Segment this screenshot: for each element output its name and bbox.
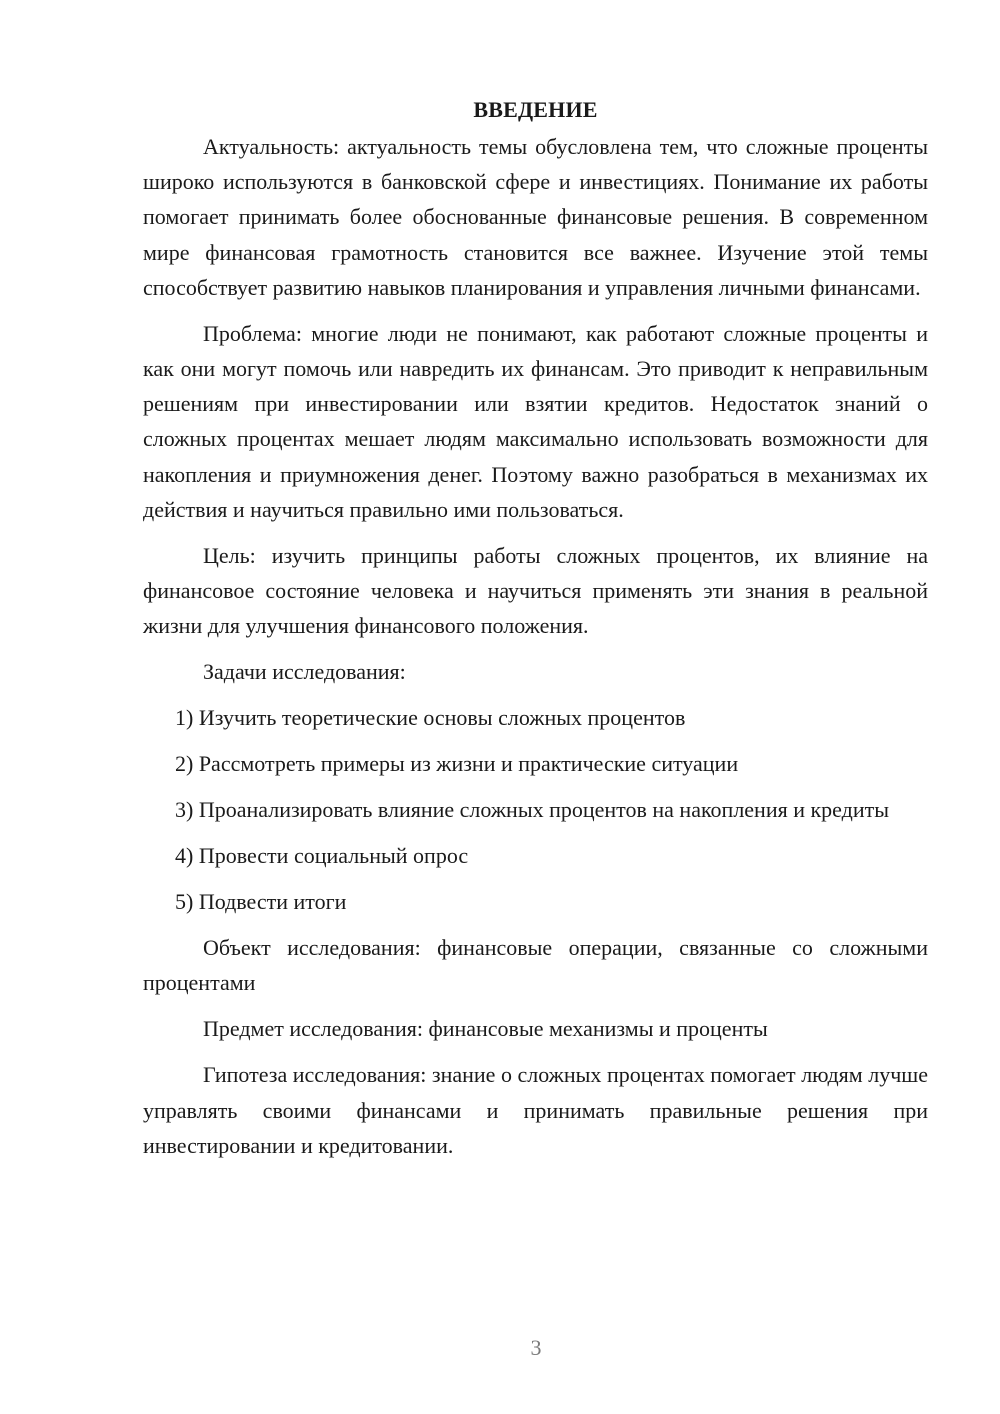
task-item-1: 1) Изучить теоретические основы сложных процентов [175, 705, 686, 731]
task-item-4: 4) Провести социальный опрос [175, 843, 469, 869]
page-number: 3 [530, 1335, 542, 1360]
tasks-heading: Задачи исследования: [203, 659, 406, 685]
document-page [143, 92, 928, 1174]
paragraph-object: Объект исследования: финансовые операции, связанные со сложными процентами [143, 935, 928, 996]
task-item-2: 2) Рассмотреть примеры из жизни и практические ситуации [175, 751, 739, 777]
task-item-3: 3) Проанализировать влияние сложных процентов на накопления и кредиты [175, 797, 890, 823]
paragraph-hypothesis: Гипотеза исследования: знание о сложных процентах помогает людям лучше управлять своими финансами и принимать правильные решения при инвестировании и кредитовании. [143, 1062, 928, 1158]
paragraph-relevance: Актуальность: актуальность темы обусловлена тем, что сложные проценты широко используются в банковской сфере и инвестициях. Понимание их работы помогает принимать более обоснованные финансовые решения. В современном мире финансовая грамотность становится все важнее. Изучение этой темы способствует развитию навыков планирования и управления личными финансами. [143, 134, 928, 300]
paragraph-subject: Предмет исследования: финансовые механизмы и проценты [203, 1016, 768, 1042]
section-title: ВВЕДЕНИЕ [473, 97, 598, 122]
task-item-5: 5) Подвести итоги [175, 889, 347, 915]
paragraph-goal: Цель: изучить принципы работы сложных процентов, их влияние на финансовое состояние человека и научиться применять эти знания в реальной жизни для улучшения финансового положения. [143, 542, 928, 639]
paragraph-problem: Проблема: многие люди не понимают, как работают сложные проценты и как они могут помочь или навредить их финансам. Это приводит к неправильным решениям при инвестировании или взятии кредитов. Недостаток знаний о сложных процентах мешает людям максимально использовать возможности для накопления и приумножения денег. Поэтому важно разобраться в механизмах их действия и научиться правильно ими пользоваться. [143, 320, 928, 522]
